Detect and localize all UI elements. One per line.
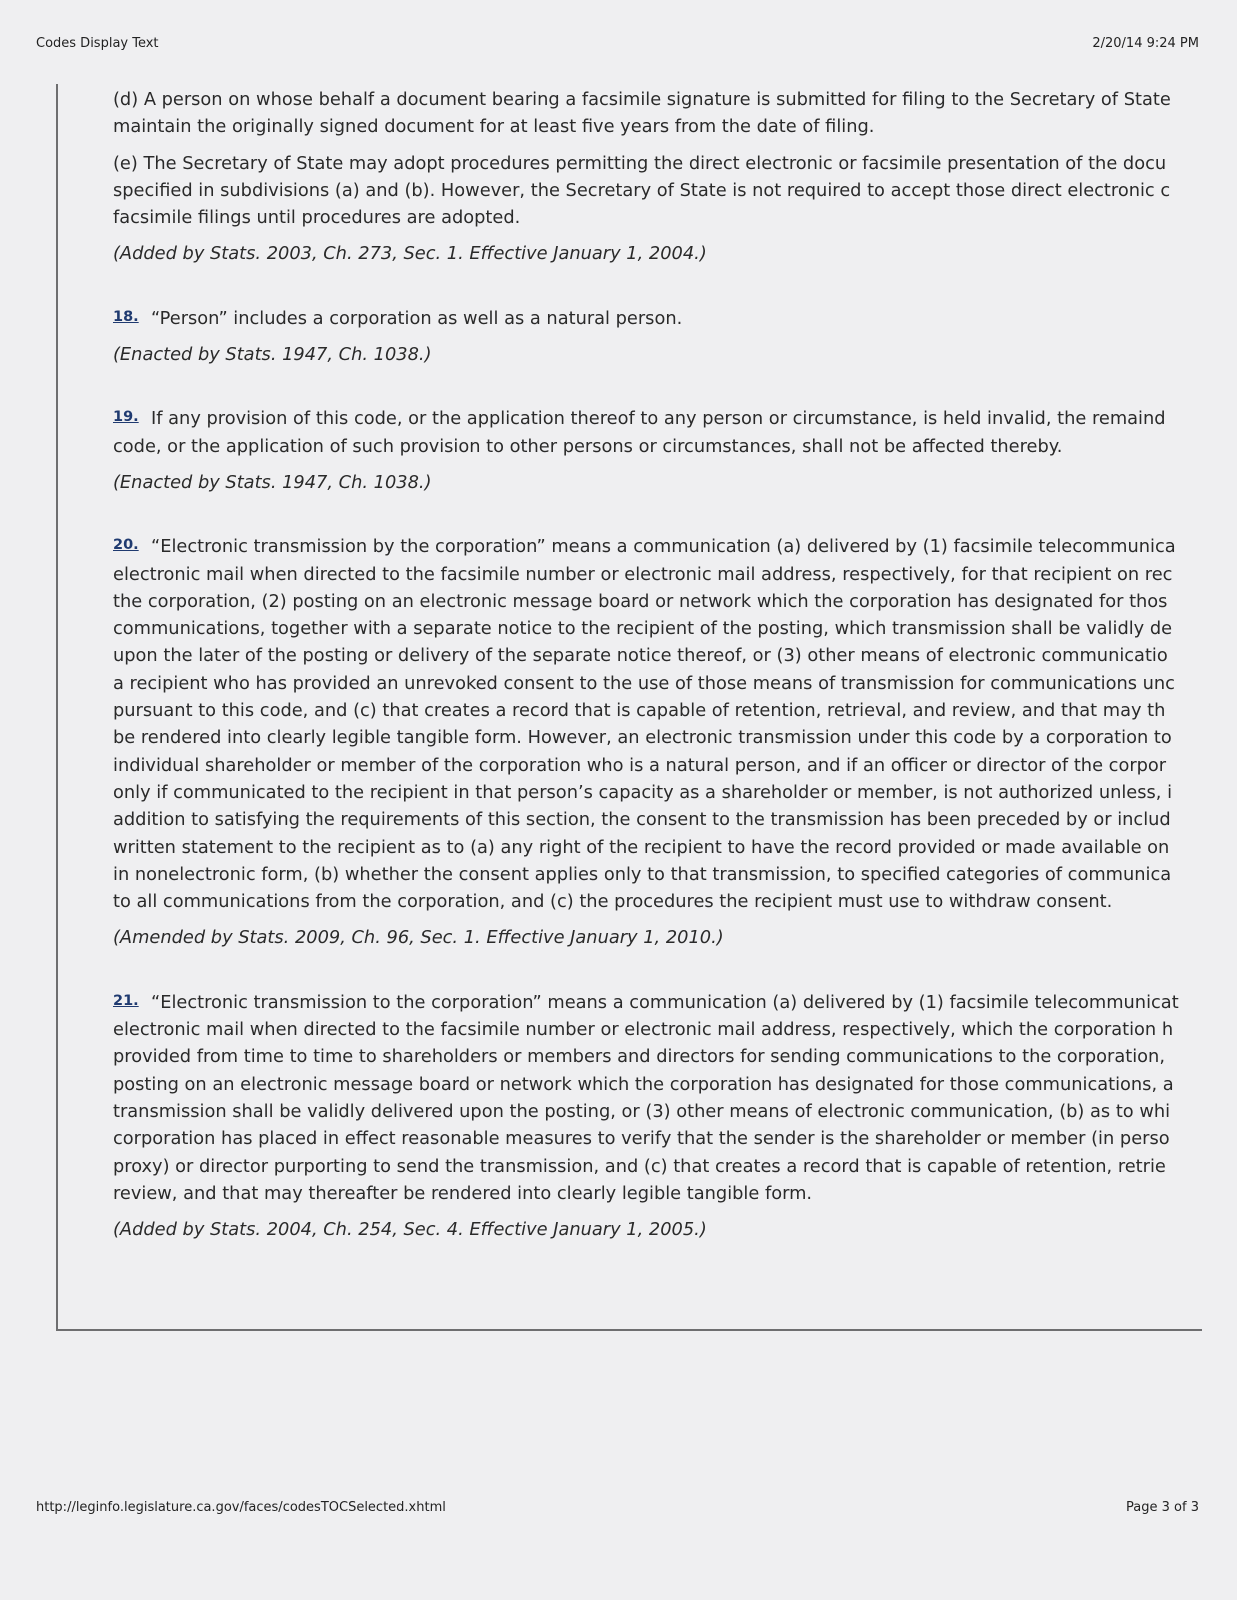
sec20-line: in nonelectronic form, (b) whether the consent applies only to that transmission, to specified categories of communica bbox=[113, 863, 1172, 885]
footer-page-number: Page 3 of 3 bbox=[1126, 1500, 1199, 1515]
sec18-text: “Person” includes a corporation as well as a natural person. bbox=[151, 307, 683, 329]
sec20-line: individual shareholder or member of the corporation who is a natural person, and if an officer or director of the corpor bbox=[113, 754, 1167, 776]
footer-url[interactable]: http://leginfo.legislature.ca.gov/faces/codesTOCSelected.xhtml bbox=[36, 1500, 446, 1515]
sec19-history: (Enacted by Stats. 1947, Ch. 1038.) bbox=[113, 471, 432, 493]
sec21-line: proxy) or director purporting to send the transmission, and (c) that creates a record that is capable of retention, retrie bbox=[113, 1155, 1166, 1177]
sec17-subdivision-d bbox=[113, 86, 1200, 141]
sec21-history: (Added by Stats. 2004, Ch. 254, Sec. 4. Effective January 1, 2005.) bbox=[113, 1219, 707, 1241]
code-text bbox=[113, 86, 1200, 1266]
sec20-line: a recipient who has provided an unrevoked consent to the use of those means of transmission for communications unc bbox=[113, 672, 1175, 694]
section-21 bbox=[113, 988, 1200, 1207]
sec20-line: only if communicated to the recipient in that person’s capacity as a shareholder or member, is not authorized unless, i bbox=[113, 781, 1173, 803]
sec17-d-line: (d) A person on whose behalf a document bearing a facsimile signature is submitted for filing to the Secretary of State bbox=[113, 89, 1171, 110]
sec19-text: If any provision of this code, or the application thereof to any person or circumstance, is held invalid, the remaind bbox=[151, 408, 1166, 430]
sec18-line bbox=[113, 304, 1200, 332]
sec17-history: (Added by Stats. 2003, Ch. 273, Sec. 1. Effective January 1, 2004.) bbox=[113, 243, 707, 265]
section-18 bbox=[113, 304, 1200, 332]
section-19 bbox=[113, 404, 1200, 460]
sec20-history: (Amended by Stats. 2009, Ch. 96, Sec. 1. Effective January 1, 2010.) bbox=[113, 927, 724, 949]
sec20-line: to all communications from the corporation, and (c) the procedures the recipient must use to withdraw consent. bbox=[113, 891, 1113, 913]
sec17-e-line: specified in subdivisions (a) and (b). However, the Secretary of State is not required to accept those direct electronic c bbox=[113, 179, 1171, 201]
sec20-line: communications, together with a separate notice to the recipient of the posting, which transmission shall be validly de bbox=[113, 618, 1173, 640]
sec20-line: be rendered into clearly legible tangible form. However, an electronic transmission under this code by a corporation to bbox=[113, 727, 1172, 749]
sec21-text: “Electronic transmission to the corporation” means a communication (a) delivered by (1) facsimile telecommunicat bbox=[151, 991, 1179, 1013]
sec19-line bbox=[113, 404, 1200, 432]
sec20-line: the corporation, (2) posting on an electronic message board or network which the corporation has designated for thos bbox=[113, 590, 1168, 612]
sec20-line: addition to satisfying the requirements of this section, the consent to the transmission has been preceded by or includ bbox=[113, 809, 1171, 831]
section-18-link[interactable]: 18. bbox=[113, 308, 139, 325]
sec19-line: code, or the application of such provision to other persons or circumstances, shall not be affected thereby. bbox=[113, 435, 1063, 457]
sec20-line: electronic mail when directed to the facsimile number or electronic mail address, respectively, for that recipient on rec bbox=[113, 563, 1173, 585]
sec21-line bbox=[113, 988, 1200, 1016]
sec20-text: “Electronic transmission by the corporation” means a communication (a) delivered by (1) facsimile telecommunica bbox=[151, 536, 1176, 558]
sec17-d-line: maintain the originally signed document for at least five years from the date of filing. bbox=[113, 116, 875, 138]
sec20-line: pursuant to this code, and (c) that creates a record that is capable of retention, retrieval, and review, and that may th bbox=[113, 700, 1166, 722]
section-20-link[interactable]: 20. bbox=[113, 537, 139, 554]
sec21-line: electronic mail when directed to the facsimile number or electronic mail address, respectively, which the corporation h bbox=[113, 1019, 1174, 1041]
sec17-e-line: (e) The Secretary of State may adopt procedures permitting the direct electronic or facsimile presentation of the docu bbox=[113, 152, 1167, 174]
header-title: Codes Display Text bbox=[36, 36, 159, 51]
sec18-history: (Enacted by Stats. 1947, Ch. 1038.) bbox=[113, 344, 432, 366]
section-19-link[interactable]: 19. bbox=[113, 409, 139, 426]
sec21-line: transmission shall be validly delivered upon the posting, or (3) other means of electronic communication, (b) as to whi bbox=[113, 1100, 1171, 1122]
sec21-line: corporation has placed in effect reasonable measures to verify that the sender is the shareholder or member (in perso bbox=[113, 1128, 1170, 1150]
section-20 bbox=[113, 532, 1200, 915]
sec20-line bbox=[113, 532, 1200, 560]
sec17-subdivision-e bbox=[113, 150, 1200, 232]
sec20-line: upon the later of the posting or delivery of the separate notice thereof, or (3) other means of electronic communicatio bbox=[113, 645, 1168, 667]
section-21-link[interactable]: 21. bbox=[113, 992, 139, 1009]
header-datetime: 2/20/14 9:24 PM bbox=[1092, 36, 1199, 51]
sec17-e-line: facsimile filings until procedures are adopted. bbox=[113, 207, 521, 229]
sec21-line: review, and that may thereafter be rendered into clearly legible tangible form. bbox=[113, 1182, 813, 1204]
sec20-line: written statement to the recipient as to (a) any right of the recipient to have the record provided or made available on bbox=[113, 836, 1170, 858]
sec21-line: posting on an electronic message board or network which the corporation has designated for those communications, a bbox=[113, 1073, 1174, 1095]
sec21-line: provided from time to time to shareholders or members and directors for sending communications to the corporation, bbox=[113, 1046, 1165, 1068]
